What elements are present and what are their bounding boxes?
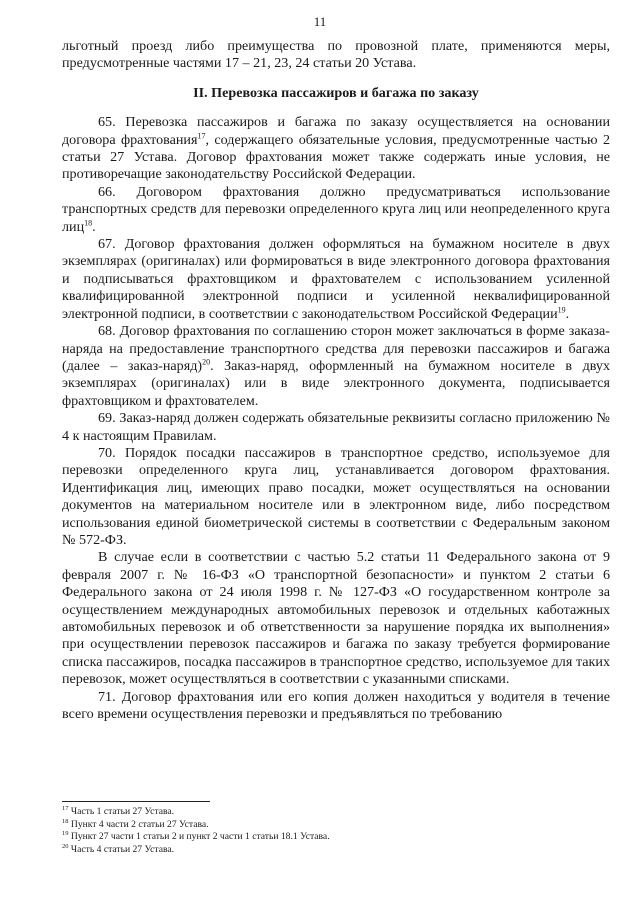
footnote-ref-18: 18 bbox=[84, 217, 93, 227]
paragraph-66 bbox=[62, 184, 610, 236]
paragraph-67-text-b: . bbox=[565, 305, 570, 322]
footnote-item bbox=[62, 831, 610, 844]
footnote-item bbox=[62, 806, 610, 819]
footnote-number: 17 bbox=[62, 804, 69, 812]
paragraph-67-text-a: 67. Договор фрахтования должен оформляться на бумажном носителе в двух экземплярах (оригиналах) или формироваться в виде электронного договора фрахтования и подписываться фрахтовщиком и фрахтователем с использованием усиленной квалифицированной электронной подписи и усиленной неквалифицированной электронной подписи, в соответствии с законодательством Российской Федерации bbox=[62, 236, 610, 322]
paragraph-65-text-a: 65. Перевозка пассажиров и багажа по заказу осуществляется на основании договора фрахтования bbox=[62, 114, 610, 148]
footnote-item bbox=[62, 819, 610, 832]
footnote-text: Пункт 27 части 1 статьи 2 и пункт 2 части 1 статьи 18.1 Устава. bbox=[70, 831, 330, 843]
footnote-number: 20 bbox=[62, 842, 69, 850]
footnote-number: 19 bbox=[62, 830, 69, 837]
footnote-number: 18 bbox=[62, 817, 69, 825]
section-title: II. Перевозка пассажиров и багажа по заказу bbox=[193, 84, 479, 101]
footnote-text: Часть 1 статьи 27 Устава. bbox=[70, 806, 175, 817]
paragraph-continuation: льготный проезд либо преимущества по провозной плате, применяются меры, предусмотренные частями 17 – 21, 23, 24 статьи 20 Устава. bbox=[62, 38, 610, 72]
document-body bbox=[62, 38, 610, 723]
footnote-text: Часть 4 статьи 27 Устава. bbox=[70, 843, 175, 855]
paragraph-68-text-b: . Заказ-наряд, оформленный на бумажном носителе в двух экземплярах (оригиналах) или в виде электронного документа, подписывается фрахтовщиком и фрахтователем. bbox=[62, 357, 611, 409]
paragraph-68 bbox=[62, 323, 610, 410]
paragraph-67 bbox=[62, 236, 610, 323]
footnote-ref-17: 17 bbox=[197, 130, 206, 140]
paragraph-66-text-b: . bbox=[92, 218, 96, 235]
paragraph-65 bbox=[62, 114, 610, 184]
paragraph-68-text-a: 68. Договор фрахтования по соглашению сторон может заключаться в форме заказа-наряда на предоставление транспортного средства для перевозки пассажиров и багажа (далее – заказ-наряд) bbox=[62, 323, 610, 374]
paragraph-69: 69. Заказ-наряд должен содержать обязательные реквизиты согласно приложению № 4 к настоящим Правилам. bbox=[62, 410, 610, 444]
paragraph-71: 71. Договор фрахтования или его копия должен находиться у водителя в течение всего времени осуществления перевозки и предъявляться по требованию bbox=[62, 688, 610, 723]
footnote-ref-20: 20 bbox=[202, 357, 211, 367]
paragraph-65-text-b: , содержащего обязательные условия, предусмотренные частью 2 статьи 27 Устава. Договор фрахтования может также содержать иные условия, не противоречащие законодательству Российской Федерации. bbox=[62, 131, 610, 183]
paragraph-70: 70. Порядок посадки пассажиров в транспортное средство, используемое для перевозки определенного круга лиц, устанавливается договором фрахтования. Идентификация лиц, имеющих право посадки, может осуществляться на основании документов на материальном носителе или в электронном виде, либо посредством использования единой биометрической системы в соответствии с Федеральным законом № 572-ФЗ. bbox=[62, 444, 610, 548]
footnote-item bbox=[62, 844, 610, 857]
paragraph-70-continued: В случае если в соответствии с частью 5.2 статьи 11 Федерального закона от 9 февраля 2007 г. № 16-ФЗ «О транспортной безопасности» и пунктом 2 статьи 6 Федерального закона от 24 июля 1998 г. № 127-ФЗ «О государственном контроле за осуществлением международных автомобильных перевозок и отдельных каботажных автомобильных перевозок и об ответственности за нарушение порядка их выполнения» при осуществлении перевозок пассажиров и багажа по заказу требуется формирование списка пассажиров, посадка пассажиров в транспортное средство, используемое для таких перевозок, может осуществляться в соответствии с указанными списками. bbox=[62, 549, 610, 688]
footnote-separator bbox=[62, 801, 210, 802]
footnote-text: Пункт 4 части 2 статьи 27 Устава. bbox=[70, 818, 209, 830]
paragraph-66-text-a: 66. Договором фрахтования должно предусматриваться использование транспортных средств для перевозки определенного круга лиц или неопределенного круга лиц bbox=[62, 183, 610, 235]
page-number: 11 bbox=[313, 14, 327, 29]
footnotes bbox=[62, 806, 610, 856]
footnote-ref-19: 19 bbox=[557, 305, 566, 314]
